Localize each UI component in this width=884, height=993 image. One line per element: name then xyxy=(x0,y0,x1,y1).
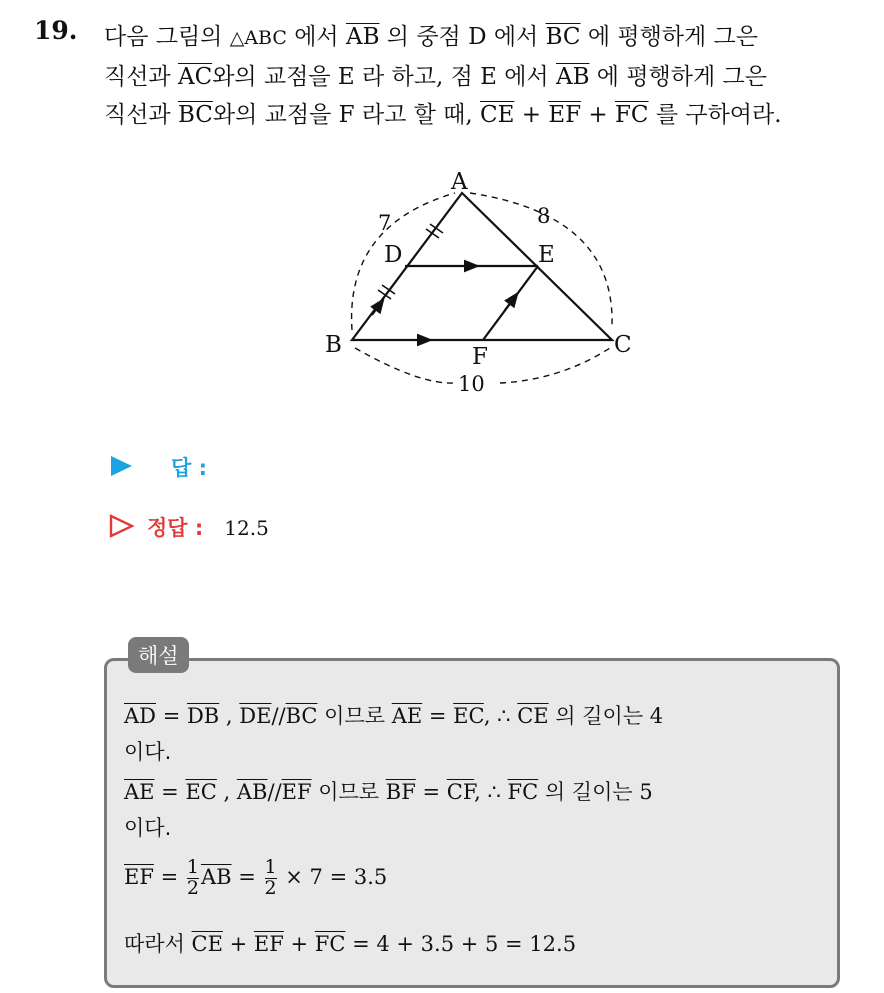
q-text: 에 평행하게 그은 xyxy=(589,64,767,90)
q-text: 에서 xyxy=(286,24,346,50)
ex-seg-ce: $\overline{CE}$ xyxy=(517,704,549,728)
length-bc: 10 xyxy=(458,372,485,396)
ex-text: 의 길이는 xyxy=(548,704,650,728)
ex-eq: = xyxy=(156,704,187,728)
explanation-line-3 xyxy=(124,776,653,806)
correct-answer-row xyxy=(108,512,269,542)
label-e: E xyxy=(538,242,555,268)
ex-parallel: // xyxy=(267,780,282,804)
ex-final: = 4 + 3.5 + 5 = 12.5 xyxy=(345,932,577,956)
q-text: 직선과 xyxy=(104,64,178,90)
ex-seg-ef: $\overline{EF}$ xyxy=(124,864,154,889)
ex-plus: + xyxy=(283,932,315,956)
label-d: D xyxy=(384,242,403,268)
explanation-line-6 xyxy=(124,928,576,958)
ex-seg-fc: $\overline{FC}$ xyxy=(507,780,539,804)
ex-seg-db: $\overline{DB}$ xyxy=(186,704,220,728)
triangle-abc: △ABC xyxy=(229,27,287,49)
ex-plus: + xyxy=(222,932,254,956)
segment-ab: $\overline{AB}$ xyxy=(555,64,590,90)
ex-eq: = xyxy=(154,780,186,804)
correct-value: 12.5 xyxy=(224,516,269,540)
frac-numerator: 1 xyxy=(186,856,199,878)
ex-eq: = xyxy=(153,864,185,889)
ex-seg-ef: $\overline{EF}$ xyxy=(253,932,284,956)
ex-seg-ab: $\overline{AB}$ xyxy=(236,780,268,804)
ex-value: 5 xyxy=(639,780,653,804)
explanation-line-1 xyxy=(124,700,663,730)
ex-seg-ab: $\overline{AB}$ xyxy=(200,864,232,889)
correct-label: 정답 : xyxy=(147,516,204,540)
q-text: 의 중점 D 에서 xyxy=(379,24,546,50)
explanation-line-4: 이다. xyxy=(124,816,172,840)
ex-comma: , xyxy=(219,704,240,728)
label-f: F xyxy=(472,344,488,370)
segment-ab: $\overline{AB}$ xyxy=(345,24,380,50)
frac-denominator: 2 xyxy=(186,876,199,899)
fraction-half xyxy=(187,858,199,899)
ex-calc: × 7 = 3.5 xyxy=(278,864,388,889)
ex-seg-ae: $\overline{AE}$ xyxy=(391,704,423,728)
segment-ef: $\overline{EF}$ xyxy=(548,102,582,128)
question-line-2 xyxy=(104,58,767,91)
question-line-3 xyxy=(104,96,782,129)
ex-value: 4 xyxy=(649,704,664,728)
ex-seg-bf: $\overline{BF}$ xyxy=(385,780,416,804)
ex-parallel: // xyxy=(271,704,286,728)
segment-bc: $\overline{BC}$ xyxy=(545,24,581,50)
ex-eq: = xyxy=(231,864,263,889)
ex-text: 이므로 xyxy=(311,780,386,804)
segment-bc: $\overline{BC}$ xyxy=(177,102,213,128)
ex-seg-ec: $\overline{EC}$ xyxy=(185,780,217,804)
ex-therefore: , ∴ xyxy=(474,780,508,804)
dashed-arc-ab xyxy=(352,193,455,330)
q-text: 직선과 xyxy=(104,102,178,128)
explanation-line-5 xyxy=(124,858,387,899)
question-number: 19. xyxy=(34,16,78,45)
length-ac: 8 xyxy=(537,204,551,228)
arrow-bd xyxy=(372,304,380,315)
frac-numerator: 1 xyxy=(264,856,277,878)
ex-seg-fc: $\overline{FC}$ xyxy=(314,932,346,956)
segment-ac: $\overline{AC}$ xyxy=(177,64,213,90)
ex-seg-ec: $\overline{EC}$ xyxy=(453,704,484,728)
ex-seg-ce: $\overline{CE}$ xyxy=(191,932,223,956)
segment-ce: $\overline{CE}$ xyxy=(480,102,515,128)
question-line-1 xyxy=(104,18,758,51)
plus-sign: + xyxy=(581,102,615,128)
q-text: 를 구하여라. xyxy=(648,102,782,128)
q-text: 에 평행하게 그은 xyxy=(580,24,758,50)
ex-seg-cf: $\overline{CF}$ xyxy=(446,780,475,804)
answer-label: 답 : xyxy=(171,456,207,480)
fraction-half xyxy=(265,858,277,899)
ex-therefore: , ∴ xyxy=(483,704,518,728)
ex-comma: , xyxy=(216,780,237,804)
ex-seg-de: $\overline{DE}$ xyxy=(239,704,272,728)
q-text: 다음 그림의 xyxy=(104,24,230,50)
ex-eq: = xyxy=(415,780,447,804)
ex-text: 따라서 xyxy=(124,932,192,956)
answer-row xyxy=(108,452,207,482)
triangle-figure xyxy=(320,160,650,400)
ex-eq: = xyxy=(422,704,454,728)
ex-seg-ef: $\overline{EF}$ xyxy=(281,780,312,804)
segment-fc: $\overline{FC}$ xyxy=(614,102,649,128)
ex-text: 의 길이는 xyxy=(538,780,640,804)
ex-seg-ae: $\overline{AE}$ xyxy=(124,780,155,804)
frac-denominator: 2 xyxy=(264,876,277,899)
correct-marker-icon xyxy=(108,514,134,538)
plus-sign: + xyxy=(514,102,549,128)
label-c: C xyxy=(614,332,632,358)
q-text: 와의 교점을 F 라고 할 때, xyxy=(212,102,481,128)
label-a: A xyxy=(451,169,468,195)
arrow-fe xyxy=(505,298,514,310)
q-text: 와의 교점을 E 라 하고, 점 E 에서 xyxy=(212,64,556,90)
ex-text: 이므로 xyxy=(317,704,392,728)
explanation-tab: 해설 xyxy=(128,637,189,673)
explanation-line-2: 이다. xyxy=(124,740,172,764)
length-ab: 7 xyxy=(378,211,392,235)
label-b: B xyxy=(325,332,342,358)
answer-marker-icon xyxy=(108,454,134,478)
ex-seg-bc: $\overline{BC}$ xyxy=(285,704,318,728)
ex-seg-ad: $\overline{AD}$ xyxy=(124,704,157,728)
